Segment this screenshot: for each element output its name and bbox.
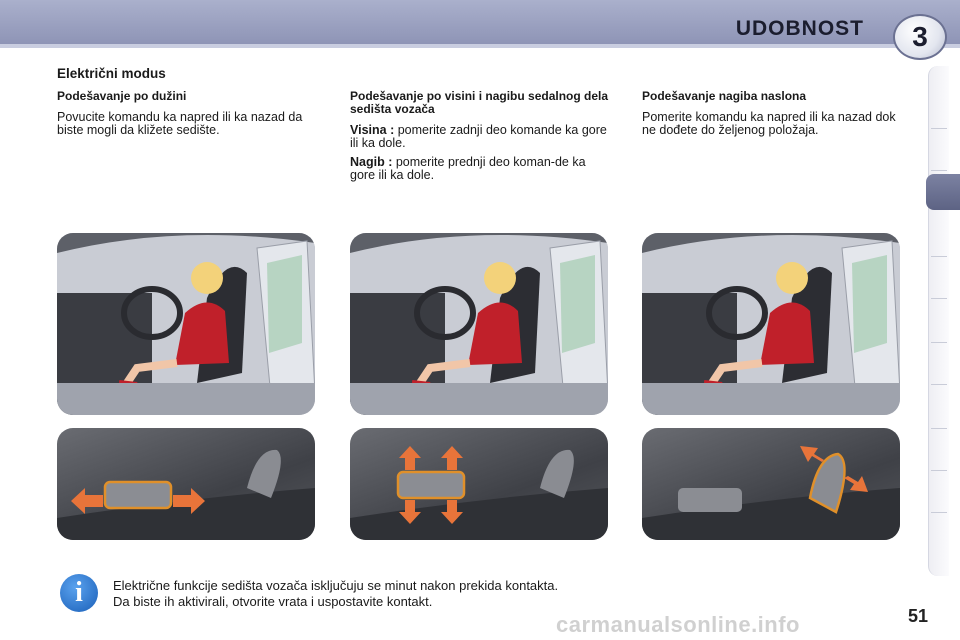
height-label: Visina :: [350, 123, 395, 137]
arrow-tilt-back-icon: [844, 476, 868, 492]
length-adjust-text: Povucite komandu ka napred ili ka nazad da biste mogli da kližete sedište.: [57, 110, 303, 137]
driver-seat-photo-length: [57, 233, 315, 415]
page-number: 51: [908, 606, 929, 626]
driver-seat-photo-backrest: [642, 233, 900, 415]
arrow-up-icon: [441, 446, 463, 470]
rail-divider: [931, 384, 947, 385]
info-line-2: Da biste ih aktivirali, otvorite vrata i uspostavite kontakt.: [113, 594, 433, 609]
chapter-title: UDOBNOST: [735, 17, 864, 40]
chapter-tab-active[interactable]: [926, 174, 960, 210]
length-adjust-heading: Podešavanje po dužini: [57, 89, 187, 103]
backrest-column: [642, 90, 902, 143]
seat-control-backrest-closeup: [642, 428, 900, 540]
height-tilt-heading: Podešavanje po visini i nagibu sedalnog dela sedišta vozača: [350, 89, 609, 116]
info-line-1: Električne funkcije sedišta vozača isključuju se minut nakon prekida kontakta.: [113, 578, 559, 593]
arrow-up-icon: [399, 446, 421, 470]
rail-divider: [931, 256, 947, 257]
section-title: Električni modus: [57, 66, 166, 81]
rail-divider: [931, 428, 947, 429]
seat-control-height-closeup: [350, 428, 608, 540]
info-note: [113, 578, 673, 610]
seat-switch: [678, 488, 742, 512]
driver-seat-photo-height: [350, 233, 608, 415]
height-tilt-column: [350, 90, 610, 188]
header-band-stripe: [0, 44, 960, 48]
info-icon: i: [60, 574, 98, 612]
rail-divider: [931, 470, 947, 471]
tilt-item: [350, 156, 610, 182]
height-item: [350, 124, 610, 150]
rail-divider: [931, 298, 947, 299]
height-text: pomerite zadnji deo komande ka gore ili ka dole.: [350, 123, 607, 150]
watermark: carmanualsonline.info: [556, 612, 800, 637]
tilt-text: pomerite prednji deo koman-de ka gore ili ka dole.: [350, 155, 586, 182]
chapter-number-badge: 3: [893, 14, 947, 60]
arrow-backward-icon: [71, 488, 103, 514]
arrow-tilt-forward-icon: [800, 446, 824, 462]
backrest-text: Pomerite komandu ka napred ili ka nazad dok ne dođete do željenog položaja.: [642, 110, 896, 137]
rail-divider: [931, 512, 947, 513]
chapter-side-rail: [928, 66, 949, 576]
length-adjust-column: [57, 90, 317, 143]
seat-switch-highlighted: [398, 472, 464, 498]
rail-divider: [931, 342, 947, 343]
seat-control-length-closeup: [57, 428, 315, 540]
seat-switch-highlighted: [105, 482, 171, 508]
tilt-label: Nagib :: [350, 155, 393, 169]
backrest-heading: Podešavanje nagiba naslona: [642, 89, 807, 103]
rail-divider: [931, 170, 947, 171]
rail-divider: [931, 128, 947, 129]
